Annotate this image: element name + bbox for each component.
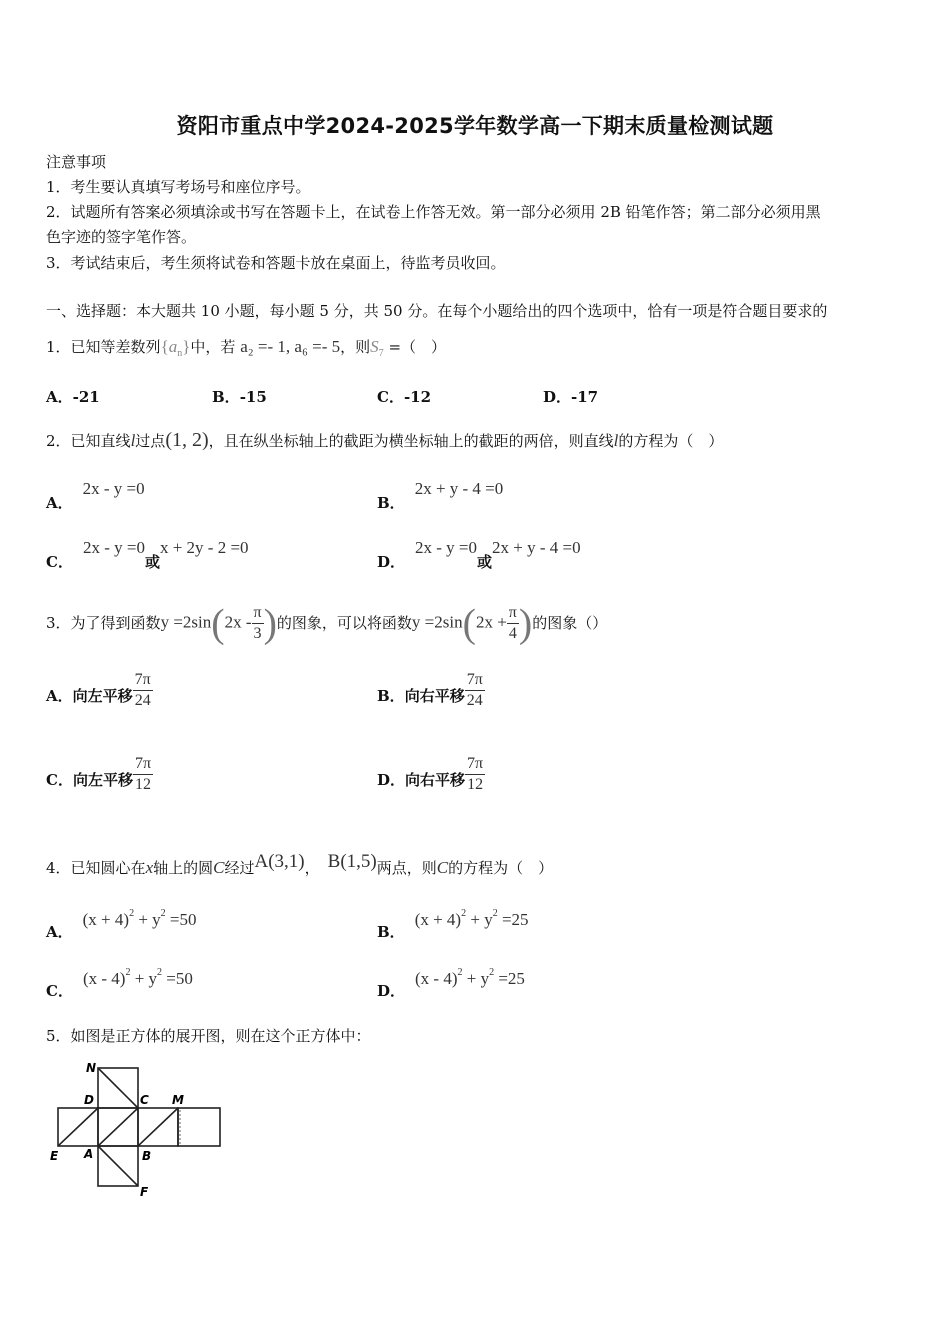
question-number: 1．	[46, 338, 71, 356]
question-number: 4．	[46, 859, 71, 877]
q2-option-d[interactable]: D．2x - y =0或2x + y - 4 =0	[377, 538, 581, 571]
question-number: 3．	[46, 614, 71, 632]
question-5: 5．如图是正方体的展开图，则在这个正方体中：	[46, 1027, 371, 1045]
function-2: y =2sin(2x + $\frac{\pi}{4}$ )	[411, 600, 533, 645]
page-title: 资阳市重点中学2024-2025学年数学高一下期末质量检测试题	[176, 114, 774, 138]
note-item: 色字迹的签字笔作答。	[46, 228, 197, 246]
net-square	[178, 1108, 220, 1146]
question-number: 5．	[46, 1027, 71, 1045]
vertex-label: E	[50, 1149, 59, 1163]
question-1: 1．已知等差数列$\{a_n\}$中，若 a₂ =- 1, a₆ =- 5，则$S_7$ =（ ）	[46, 337, 447, 359]
notes-heading: 注意事项	[46, 153, 107, 171]
q1-option-a[interactable]: A．-21	[46, 388, 100, 406]
q3-option-c[interactable]: C． 向左平移 $\frac{7\pi}{12}$	[46, 755, 152, 793]
q3-option-d[interactable]: D． 向右平移 $\frac{7\pi}{12}$	[377, 755, 484, 793]
question-3: 3． 为了得到函数 y =2sin(2x - $\frac{\pi}{3}$ ) 的图象，可以将函数 y =2sin(2x + $\frac{\pi}{4}$ ) 的图象（）	[46, 600, 608, 645]
q1-option-c[interactable]: C．-12	[377, 388, 432, 406]
cube-net-figure	[46, 1060, 236, 1200]
q4-option-a[interactable]: A．$(x + 4)^2 + y^2 =50$	[46, 908, 197, 941]
note-item: 3．考试结束后，考生须将试卷和答题卡放在桌面上，待监考员收回。	[46, 254, 506, 272]
q3-option-a[interactable]: A． 向左平移 $\frac{7\pi}{24}$	[46, 671, 151, 709]
q4-option-b[interactable]: B．$(x + 4)^2 + y^2 =25$	[377, 908, 529, 941]
question-number: 2．	[46, 432, 71, 450]
vertex-label: C	[140, 1093, 149, 1107]
q2-option-b[interactable]: B．2x + y - 4 =0	[377, 479, 504, 512]
note-item: 1．考生要认真填写考场号和座位序号。	[46, 178, 311, 196]
q4-option-d[interactable]: D．$(x - 4)^2 + y^2 =25$	[377, 967, 525, 1000]
question-2: 2．已知直线l过点(1, 2)，且在纵坐标轴上的截距为横坐标轴上的截距的两倍，则直线l的方程为（ ）	[46, 429, 724, 451]
note-item: 2．试题所有答案必须填涂或书写在答题卡上，在试卷上作答无效。第一部分必须用 2B 铅笔作答；第二部分必须用黑	[46, 203, 821, 221]
function-1: y =2sin(2x - $\frac{\pi}{3}$ )	[160, 600, 277, 645]
vertex-label: F	[140, 1185, 149, 1199]
vertex-label: N	[86, 1061, 97, 1075]
q3-option-b[interactable]: B． 向右平移 $\frac{7\pi}{24}$	[377, 671, 483, 709]
q1-option-b[interactable]: B．-15	[212, 388, 267, 406]
vertex-label: B	[142, 1149, 152, 1163]
q4-option-c[interactable]: C．$(x - 4)^2 + y^2 =50$	[46, 967, 193, 1000]
section-heading: 一、选择题：本大题共 10 小题，每小题 5 分，共 50 分。在每个小题给出的四个选项中，恰有一项是符合题目要求的	[46, 302, 828, 320]
q2-option-a[interactable]: A．2x - y =0	[46, 479, 145, 512]
question-4: 4．已知圆心在x轴上的圆C经过A(3,1)， B(1,5)两点，则C的方程为（ ）	[46, 851, 554, 877]
vertex-label: M	[172, 1093, 184, 1107]
vertex-label: D	[84, 1093, 94, 1107]
q2-option-c[interactable]: C．2x - y =0或x + 2y - 2 =0	[46, 538, 249, 571]
q1-option-d[interactable]: D．-17	[543, 388, 599, 406]
q1-condition: a₂ =- 1, a₆ =- 5	[240, 337, 341, 356]
vertex-label: A	[84, 1147, 94, 1161]
